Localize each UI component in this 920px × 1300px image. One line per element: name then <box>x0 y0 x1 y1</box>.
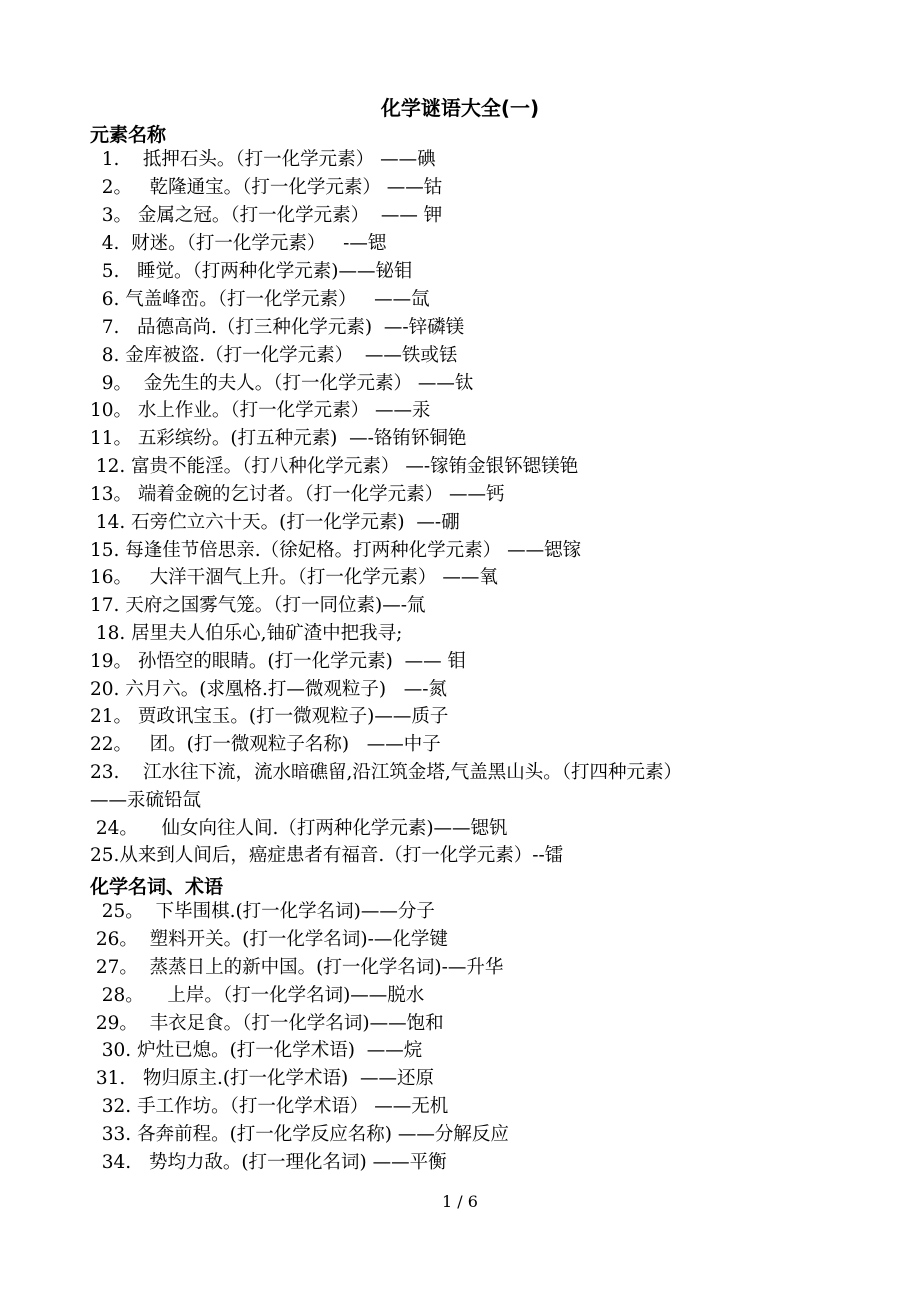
riddle-line: 7. 品德高尚.（打三种化学元素) —-锌磷镁 <box>90 317 465 338</box>
section-heading-element-names: 元素名称 <box>90 124 167 146</box>
riddle-line: 34. 势均力敌。(打一理化名词) ——平衡 <box>90 1152 447 1173</box>
riddle-line: 32. 手工作坊。（打一化学术语） ——无机 <box>90 1096 449 1117</box>
document-title: 化学谜语大全(一) <box>380 96 540 120</box>
riddle-line: 19。 孙悟空的眼睛。(打一化学元素) —— 钼 <box>90 651 466 672</box>
page-number: 1 / 6 <box>442 1192 478 1211</box>
riddle-line: 25。 下毕围棋.(打一化学名词)——分子 <box>90 901 435 922</box>
riddle-line: 16。 大洋干涸气上升。（打一化学元素） ——氧 <box>90 567 498 588</box>
riddle-line: 4. 财迷。（打一化学元素） -—锶 <box>90 233 387 254</box>
riddle-line: 14. 石旁伫立六十天。(打一化学元素) —-硼 <box>90 512 460 533</box>
riddle-line: 20. 六月六。(求凰格.打—微观粒子) —-氮 <box>90 679 448 700</box>
riddle-line: 28。 上岸。（打一化学名词)——脱水 <box>90 985 425 1006</box>
riddle-line: 30. 炉灶已熄。(打一化学术语) ——烷 <box>90 1040 423 1061</box>
riddle-line: 8. 金库被盗.（打一化学元素） ——铁或铥 <box>90 345 458 366</box>
riddle-line: 5. 睡觉。（打两种化学元素)——铋钼 <box>90 261 413 282</box>
riddle-line: 15. 每逢佳节倍思亲.（徐妃格。打两种化学元素） ——锶镓 <box>90 540 582 561</box>
riddle-line: 12. 富贵不能淫。（打八种化学元素） —-镓铕金银钚锶镁铯 <box>90 456 579 477</box>
riddle-line: ——汞硫铅氙 <box>90 790 202 811</box>
riddle-line: 29。 丰衣足食。（打一化学名词)——饱和 <box>90 1013 444 1034</box>
riddle-line: 23. 江水往下流，流水暗礁留,沿江筑金塔,气盖黑山头。（打四种元素） <box>90 762 682 783</box>
riddle-line: 11。 五彩缤纷。(打五种元素) —-铬铕钚铜铯 <box>90 428 467 449</box>
riddle-line: 25.从来到人间后，癌症患者有福音.（打一化学元素）--镭 <box>90 845 564 866</box>
section-heading-chemistry-terms: 化学名词、术语 <box>90 876 224 898</box>
riddle-line: 2。 乾隆通宝。（打一化学元素） ——钴 <box>90 177 443 198</box>
riddle-line: 6. 气盖峰峦。（打一化学元素） ——氙 <box>90 289 430 310</box>
riddle-line: 13。 端着金碗的乞讨者。（打一化学元素） ——钙 <box>90 484 505 505</box>
riddle-line: 10。 水上作业。（打一化学元素） ——汞 <box>90 400 431 421</box>
riddle-line: 3。 金属之冠。（打一化学元素） —— 钾 <box>90 205 443 226</box>
riddle-line: 33. 各奔前程。(打一化学反应名称) ——分解反应 <box>90 1124 509 1145</box>
riddle-line: 24。 仙女向往人间.（打两种化学元素)——锶钒 <box>90 818 508 839</box>
riddle-line: 17. 天府之国雾气笼。（打一同位素)—-氚 <box>90 595 426 616</box>
riddle-line: 27。 蒸蒸日上的新中国。(打一化学名词)-—升华 <box>90 957 504 978</box>
riddle-line: 21。 贾政讯宝玉。(打一微观粒子)——质子 <box>90 706 449 727</box>
riddle-line: 26。 塑料开关。(打一化学名词)-—化学键 <box>90 929 448 950</box>
riddle-line: 31. 物归原主.(打一化学术语) ——还原 <box>90 1068 435 1089</box>
riddle-line: 9。 金先生的夫人。（打一化学元素） ——钛 <box>90 373 474 394</box>
riddle-line: 22。 团。(打一微观粒子名称) ——中子 <box>90 734 441 755</box>
riddle-line: 1. 抵押石头。（打一化学元素） ——碘 <box>90 149 436 170</box>
riddle-line: 18. 居里夫人伯乐心,铀矿渣中把我寻; <box>90 623 403 644</box>
